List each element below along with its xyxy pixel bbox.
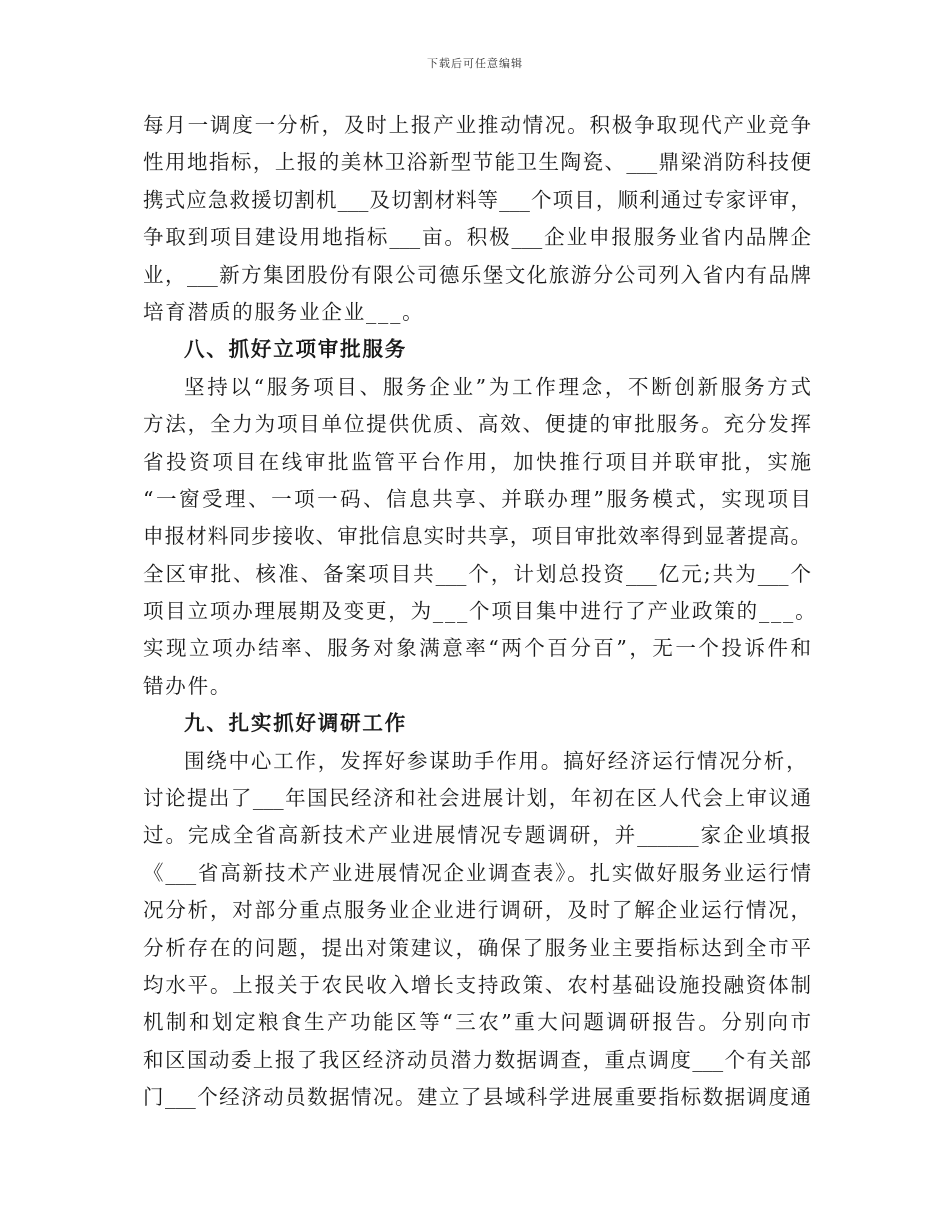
paragraph-line: 培育潜质的服务业企业___。 <box>143 299 425 324</box>
paragraph-line: 项目立项办理展期及变更，为___个项目集中进行了产业政策的___。 <box>143 599 818 624</box>
paragraph-line: 坚持以“服务项目、服务企业”为工作理念，不断创新服务方式 <box>184 374 811 399</box>
document-body <box>143 107 818 1117</box>
paragraph-line: 方法，全力为项目单位提供优质、高效、便捷的审批服务。充分发挥 <box>143 412 811 437</box>
paragraph-line: 争取到项目建设用地指标___亩。积极___企业申报服务业省内品牌企 <box>143 225 811 250</box>
paragraph-line: 全区审批、核准、备案项目共___个，计划总投资___亿元;共为___个 <box>143 561 811 586</box>
paragraph-line: 性用地指标，上报的美林卫浴新型节能卫生陶瓷、___鼎梁消防科技便 <box>143 150 811 175</box>
section-heading: 九、扎实抓好调研工作 <box>184 711 407 736</box>
paragraph-line: 分析存在的问题，提出对策建议，确保了服务业主要指标达到全市平 <box>143 935 811 960</box>
paragraph-line: 讨论提出了___年国民经济和社会进展计划，年初在区人代会上审议通 <box>143 786 811 811</box>
paragraph-line: 《___省高新技术产业进展情况企业调查表》。扎实做好服务业运行情 <box>143 860 811 885</box>
paragraph-line: 省投资项目在线审批监管平台作用，加快推行项目并联审批，实施 <box>143 449 811 474</box>
paragraph-line: 实现立项办结率、服务对象满意率“两个百分百”，无一个投诉件和 <box>143 636 811 661</box>
paragraph-line: 业，___新方集团股份有限公司德乐堡文化旅游分公司列入省内有品牌 <box>143 262 811 287</box>
page-header-note: 下载后可任意编辑 <box>427 57 523 70</box>
paragraph-line: 门___个经济动员数据情况。建立了县域科学进展重要指标数据调度通 <box>143 1085 811 1110</box>
paragraph-line: 围绕中心工作，发挥好参谋助手作用。搞好经济运行情况分析， <box>184 748 809 773</box>
paragraph-line: 错办件。 <box>143 673 233 698</box>
paragraph-line: 和区国动委上报了我区经济动员潜力数据调查，重点调度___个有关部 <box>143 1047 811 1072</box>
section-heading: 八、抓好立项审批服务 <box>184 337 407 362</box>
paragraph-line: 每月一调度一分析，及时上报产业推动情况。积极争取现代产业竞争 <box>143 113 811 137</box>
paragraph-line: 机制和划定粮食生产功能区等“三农”重大问题调研报告。分别向市 <box>143 1010 811 1035</box>
paragraph-line: 过。完成全省高新技术产业进展情况专题调研，并______家企业填报 <box>143 823 811 848</box>
paragraph-line: 均水平。上报关于农民收入增长支持政策、农村基础设施投融资体制 <box>143 972 811 997</box>
paragraph-line: 携式应急救援切割机___及切割材料等___个项目，顺利通过专家评审， <box>143 187 811 212</box>
paragraph-line: 申报材料同步接收、审批信息实时共享，项目审批效率得到显著提高。 <box>143 524 811 549</box>
paragraph-line: “一窗受理、一项一码、信息共享、并联办理”服务模式，实现项目 <box>143 486 811 511</box>
paragraph-line: 况分析，对部分重点服务业企业进行调研，及时了解企业运行情况， <box>143 898 811 923</box>
